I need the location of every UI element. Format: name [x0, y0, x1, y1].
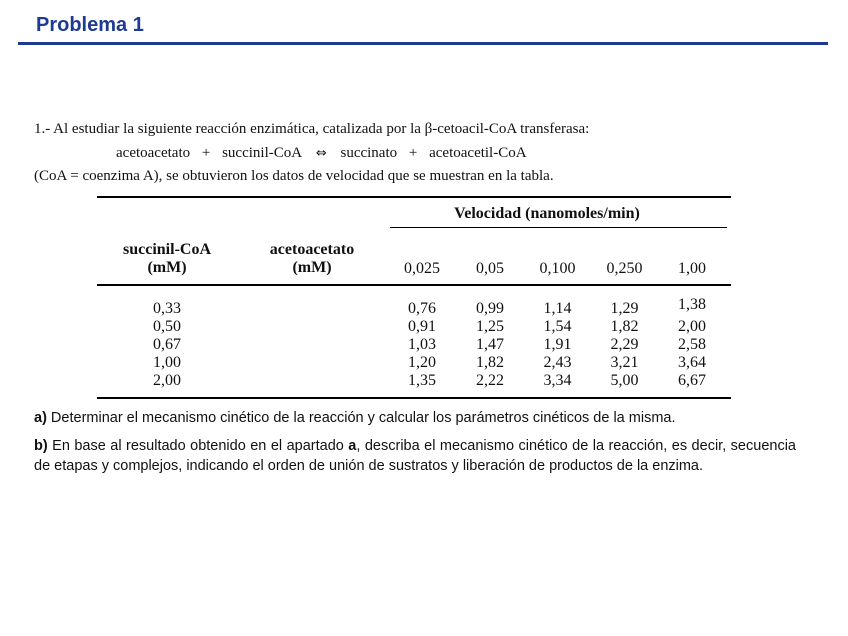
values-column: [397, 300, 447, 390]
title-underline: [18, 42, 828, 45]
table-cell: 2,22: [476, 372, 504, 389]
table-cell: 1,35: [408, 372, 436, 389]
table-cell: 3,21: [610, 354, 639, 371]
table-cell: 3,64: [678, 354, 706, 371]
table-cell: 1,82: [476, 354, 504, 371]
question-b-label: b): [34, 438, 48, 454]
table-cell: 1,82: [610, 318, 639, 335]
table-cell: 0,76: [408, 300, 436, 317]
question-b-text: En base al resultado obtenido en el apartado: [47, 438, 349, 454]
values-column: [667, 296, 717, 390]
table-cell: 2,00: [678, 318, 706, 335]
table-cell: 1,03: [408, 336, 436, 353]
row-label: 0,67: [153, 336, 181, 353]
product-succinato: succinato: [340, 145, 398, 161]
column-header: 0,025: [404, 260, 440, 277]
table-cell: 2,29: [610, 336, 639, 353]
problem-note: (CoA = coenzima A), se obtuvieron los datos de velocidad que se muestran en la tabla.: [34, 168, 554, 184]
row-label: 1,00: [153, 354, 181, 371]
velocity-group-header: Velocidad (nanomoles/min): [454, 205, 640, 222]
question-a-label: a): [34, 410, 47, 426]
table-cell: 1,38: [678, 296, 706, 313]
table-bottom-rule: [97, 397, 731, 399]
table-top-rule: [97, 196, 731, 198]
column-header: 1,00: [678, 260, 706, 277]
substrate-acetoacetato: acetoacetato: [116, 145, 191, 161]
values-column: [530, 300, 585, 390]
table-cell: 3,34: [543, 372, 572, 389]
row-label: 2,00: [153, 372, 181, 389]
table-cell: 1,54: [543, 318, 572, 335]
question-b: [34, 436, 796, 476]
question-b-text-cont: , describa el mecanismo cinético de la reacción, es decir, secuencia de etapas y complejos, indicando el orden de unión de sustratos y liberación de productos de la enzima.: [34, 438, 796, 474]
table-cell: 0,91: [408, 318, 436, 335]
column-header: 0,100: [539, 260, 576, 277]
table-cell: 1,47: [476, 336, 504, 353]
values-column: [465, 300, 515, 390]
table-cell: 2,58: [678, 336, 706, 353]
slide-title: Problema 1: [36, 14, 144, 36]
question-a-text: Determinar el mecanismo cinético de la reacción y calcular los parámetros cinéticos de la misma.: [46, 410, 676, 426]
values-column: [597, 300, 652, 390]
header-bottom-rule: [97, 284, 731, 286]
table-cell: 1,20: [408, 354, 436, 371]
table-cell: 6,67: [678, 372, 706, 389]
column-header: 0,05: [476, 260, 504, 277]
question-a: [34, 410, 676, 426]
header-acetoacetato: acetoacetato (mM): [269, 241, 355, 276]
plus-sign: +: [408, 145, 418, 161]
table-cell: 1,91: [543, 336, 572, 353]
plus-sign: +: [201, 145, 211, 161]
row-label: 0,33: [153, 300, 181, 317]
table-cell: 1,25: [476, 318, 504, 335]
product-acetoacetil-coa: acetoacetil-CoA: [429, 145, 527, 161]
table-cell: 1,14: [543, 300, 572, 317]
group-header-rule: [390, 227, 727, 228]
table-cell: 2,43: [543, 354, 572, 371]
table-cell: 1,29: [610, 300, 639, 317]
header-succinil-coa: succinil-CoA (mM): [123, 241, 211, 276]
row-labels-succinil-coa: [132, 300, 202, 390]
question-b-reference: a: [348, 438, 357, 454]
table-cell: 5,00: [610, 372, 639, 389]
substrate-succinil-coa: succinil-CoA: [222, 145, 303, 161]
equilibrium-arrow-icon: ⇔: [315, 146, 327, 161]
velocity-table: [97, 196, 731, 401]
table-cell: 0,99: [476, 300, 504, 317]
row-label: 0,50: [153, 318, 181, 335]
column-header: 0,250: [606, 260, 643, 277]
problem-intro: 1.- Al estudiar la siguiente reacción enzimática, catalizada por la β-cetoacil-CoA transferasa:: [34, 121, 590, 137]
reaction-equation: [116, 145, 527, 162]
